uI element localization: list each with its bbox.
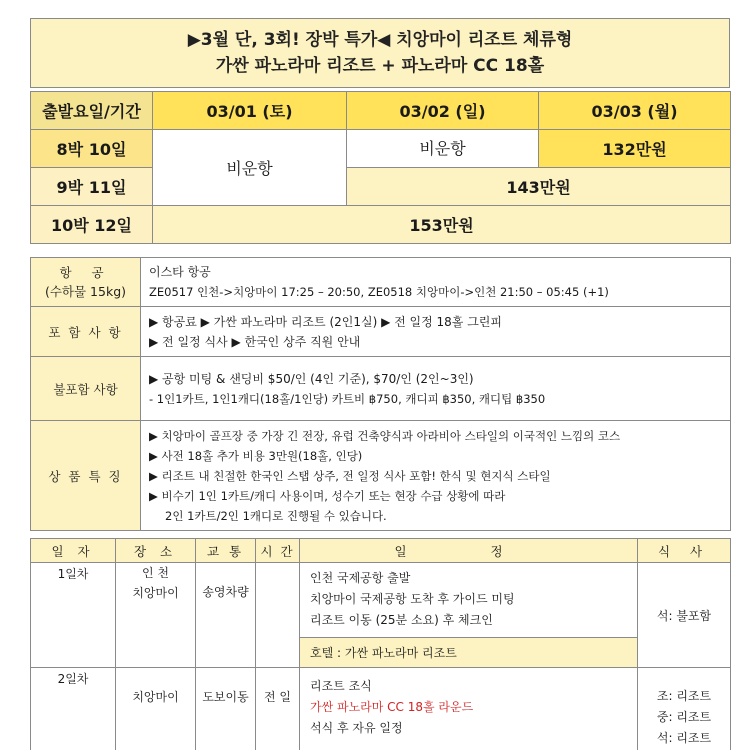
excluded-line-2: - 1인1카트, 1인1캐디(18홀/1인당) 카트비 ฿750, 캐디피 ฿350, 캐디팁 ฿350 [149,391,546,406]
day2-transport-cell [196,668,256,750]
schedule-date-0302: 03/02 (일) [347,92,539,130]
features-label: 상 품 특 징 [31,421,141,531]
feature-line-1: ▶ 치앙마이 골프장 중 가장 긴 전장, 유럽 건축양식과 아라비아 스타일의 이국적인 느낌의 코스 [149,428,621,443]
duration-9n11d: 9박 11일 [31,168,153,206]
airline-info [141,258,731,307]
schedule-date-0301: 03/01 (토) [153,92,347,130]
day2-meals [638,668,731,750]
header-transport: 교 통 [196,539,256,563]
day1-transport-cell [196,563,256,668]
title-line-2: 가싼 파노라마 리조트 + 파노라마 CC 18홀 [215,56,545,76]
excluded-line-1: ▶ 공항 미팅 & 샌딩비 $50/인 (4인 기준), $70/인 (2인~3인) [149,371,474,386]
header-time: 시 간 [256,539,300,563]
day2-plan-line-1: 리조트 조식 [310,679,372,693]
features-info [141,421,731,531]
header-meal: 식 사 [638,539,731,563]
feature-line-5: 2인 1카트/2인 1캐디로 진행될 수 있습니다. [165,508,387,523]
day1-plan [300,563,638,638]
airline-label: 항 공 [59,265,112,280]
day2-plan-line-3: 석식 후 자유 일정 [310,721,403,735]
day1-place-line-1: 인 천 [142,566,169,580]
airline-name: 이스타 항공 [149,265,211,279]
day2-plan-line-2: 가싼 파노라마 CC 18홀 라운드 [310,700,474,714]
feature-line-4: ▶ 비수기 1인 1카트/캐디 사용이며, 성수기 또는 현장 수급 상황에 따라 [149,488,506,503]
info-table [30,257,731,531]
day2-time-cell [256,668,300,750]
day1-hotel: 호텔 : 가싼 파노라마 리조트 [300,638,638,668]
airline-label-cell [31,258,141,307]
airline-flights: ZE0517 인천->치앙마이 17:25 – 20:50, ZE0518 치앙마이->인천 21:50 – 05:45 (+1) [149,285,609,299]
price-8n-0303: 132만원 [539,130,731,168]
schedule-table [30,91,731,244]
schedule-header-label: 출발요일/기간 [31,92,153,130]
included-line-2: ▶ 전 일정 식사 ▶ 한국인 상주 직원 안내 [149,334,361,349]
day2-label: 2일차 [57,672,89,686]
day1-label: 1일차 [57,567,89,581]
not-operating-0301: 비운항 [153,130,347,206]
title-banner [30,18,730,88]
day1-plan-line-2: 치앙마이 국제공항 도착 후 가이드 미팅 [310,592,515,606]
included-line-1: ▶ 항공료 ▶ 가싼 파노라마 리조트 (2인1실) ▶ 전 일정 18홀 그린피 [149,314,502,329]
day2-transport: 도보이동 [202,690,249,704]
airline-sublabel: (수하물 15kg) [44,284,127,299]
day2-time: 전 일 [264,690,291,704]
day2-place: 치앙마이 [132,690,179,704]
excluded-info [141,357,731,421]
day2-meal-dinner: 석: 리조트 [656,731,712,745]
feature-line-3: ▶ 리조트 내 친절한 한국인 스탭 상주, 전 일정 식사 포함! 한식 및 현지식 스타일 [149,468,551,483]
day2-place-cell [116,668,196,750]
day1-label-cell [31,563,116,668]
day1-plan-line-1: 인천 국제공항 출발 [310,571,411,585]
header-place: 장 소 [116,539,196,563]
day1-place-line-2: 치앙마이 [132,586,179,600]
not-operating-0302: 비운항 [347,130,539,168]
title-line-1: ▶3월 단, 3회! 장박 특가◀ 치앙마이 리조트 체류형 [187,30,573,50]
day1-transport: 송영차량 [202,585,249,599]
excluded-label: 불포함 사항 [31,357,141,421]
duration-8n10d: 8박 10일 [31,130,153,168]
header-day: 일 자 [31,539,116,563]
day2-label-cell [31,668,116,750]
day1-place [116,563,196,668]
day2-plan [300,668,638,750]
day1-plan-line-3: 리조트 이동 (25분 소요) 후 체크인 [310,613,493,627]
day2-meal-lunch: 중: 리조트 [656,710,712,724]
day1-time [256,563,300,668]
included-label: 포 함 사 항 [31,307,141,357]
duration-10n12d: 10박 12일 [31,206,153,244]
price-9n: 143만원 [347,168,731,206]
itinerary-table [30,538,731,750]
header-plan: 일 정 [300,539,638,563]
day1-meal-cell [638,563,731,668]
included-info [141,307,731,357]
schedule-date-0303: 03/03 (월) [539,92,731,130]
feature-line-2: ▶ 사전 18홀 추가 비용 3만원(18홀, 인당) [149,448,363,463]
day2-meal-breakfast: 조: 리조트 [656,689,712,703]
day1-meal: 석: 불포함 [656,608,712,623]
price-10n: 153만원 [153,206,731,244]
